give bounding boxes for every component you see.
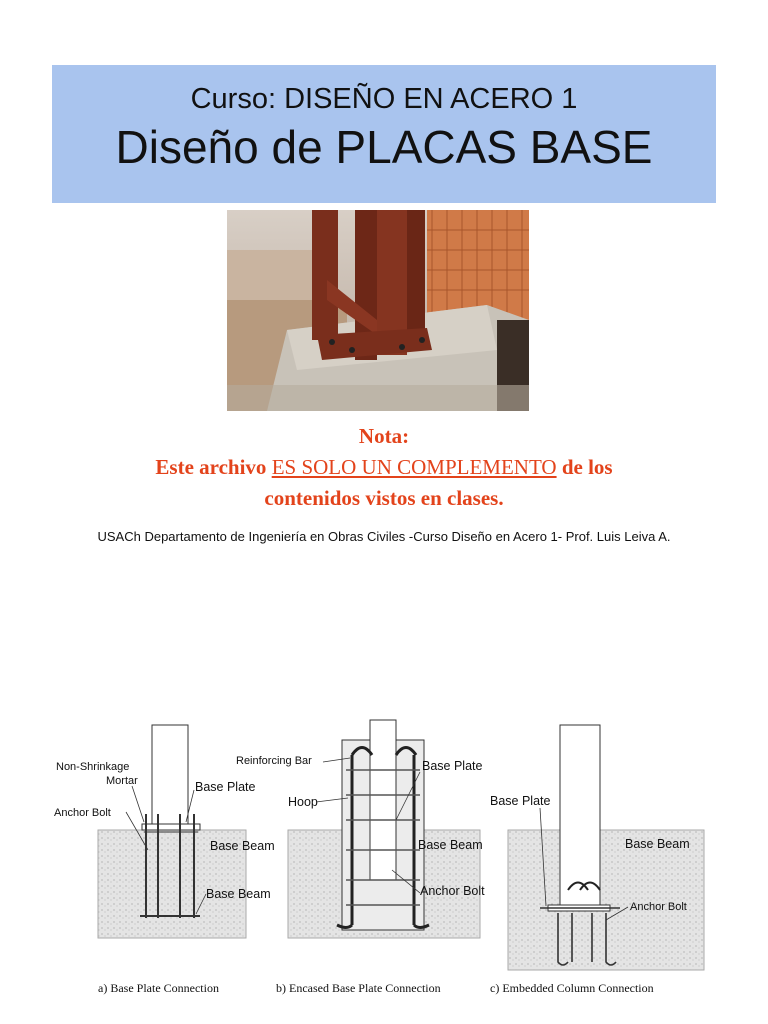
label-base-plate-c: Base Plate [490,794,551,808]
caption-b: b) Encased Base Plate Connection [276,981,441,995]
label-non-shrinkage: Non-Shrinkage [56,761,130,773]
label-mortar: Mortar [106,775,138,787]
caption-a: a) Base Plate Connection [98,981,219,995]
note-heading: Nota: [358,424,410,448]
page-title: Diseño de PLACAS BASE [115,121,653,173]
note-line-1 [40,452,728,483]
diagram-c [490,725,704,995]
label-anchor-bolt-a: Anchor Bolt [54,807,111,819]
note-suffix: de los [561,455,613,479]
note-line-2: contenidos vistos en clases. [264,486,504,510]
label-base-plate-b: Base Plate [422,759,483,773]
label-anchor-bolt-c: Anchor Bolt [630,901,687,913]
label-anchor-bolt-b: Anchor Bolt [420,884,485,898]
note-block [40,421,728,514]
label-base-beam-b: Base Beam [418,838,483,852]
base-plate-photo [227,210,529,411]
label-base-beam-a2: Base Beam [206,887,271,901]
course-name: Curso: DISEÑO EN ACERO 1 [190,83,578,115]
credit-line: USACh Departamento de Ingeniería en Obras Civiles -Curso Diseño en Acero 1- Prof. Luis Leiva A. [97,529,671,544]
title-banner [52,65,716,203]
label-base-plate-a: Base Plate [195,780,256,794]
caption-c: c) Embedded Column Connection [490,981,654,995]
note-prefix: Este archivo [155,455,267,479]
label-reinforcing-bar: Reinforcing Bar [236,755,312,767]
label-hoop: Hoop [288,795,318,809]
label-base-beam-c: Base Beam [625,837,690,851]
note-emphasis: ES SOLO UN COMPLEMENTO [271,455,557,479]
connection-diagrams [40,710,740,1010]
diagram-b [236,720,485,995]
label-base-beam-a1: Base Beam [210,839,275,853]
